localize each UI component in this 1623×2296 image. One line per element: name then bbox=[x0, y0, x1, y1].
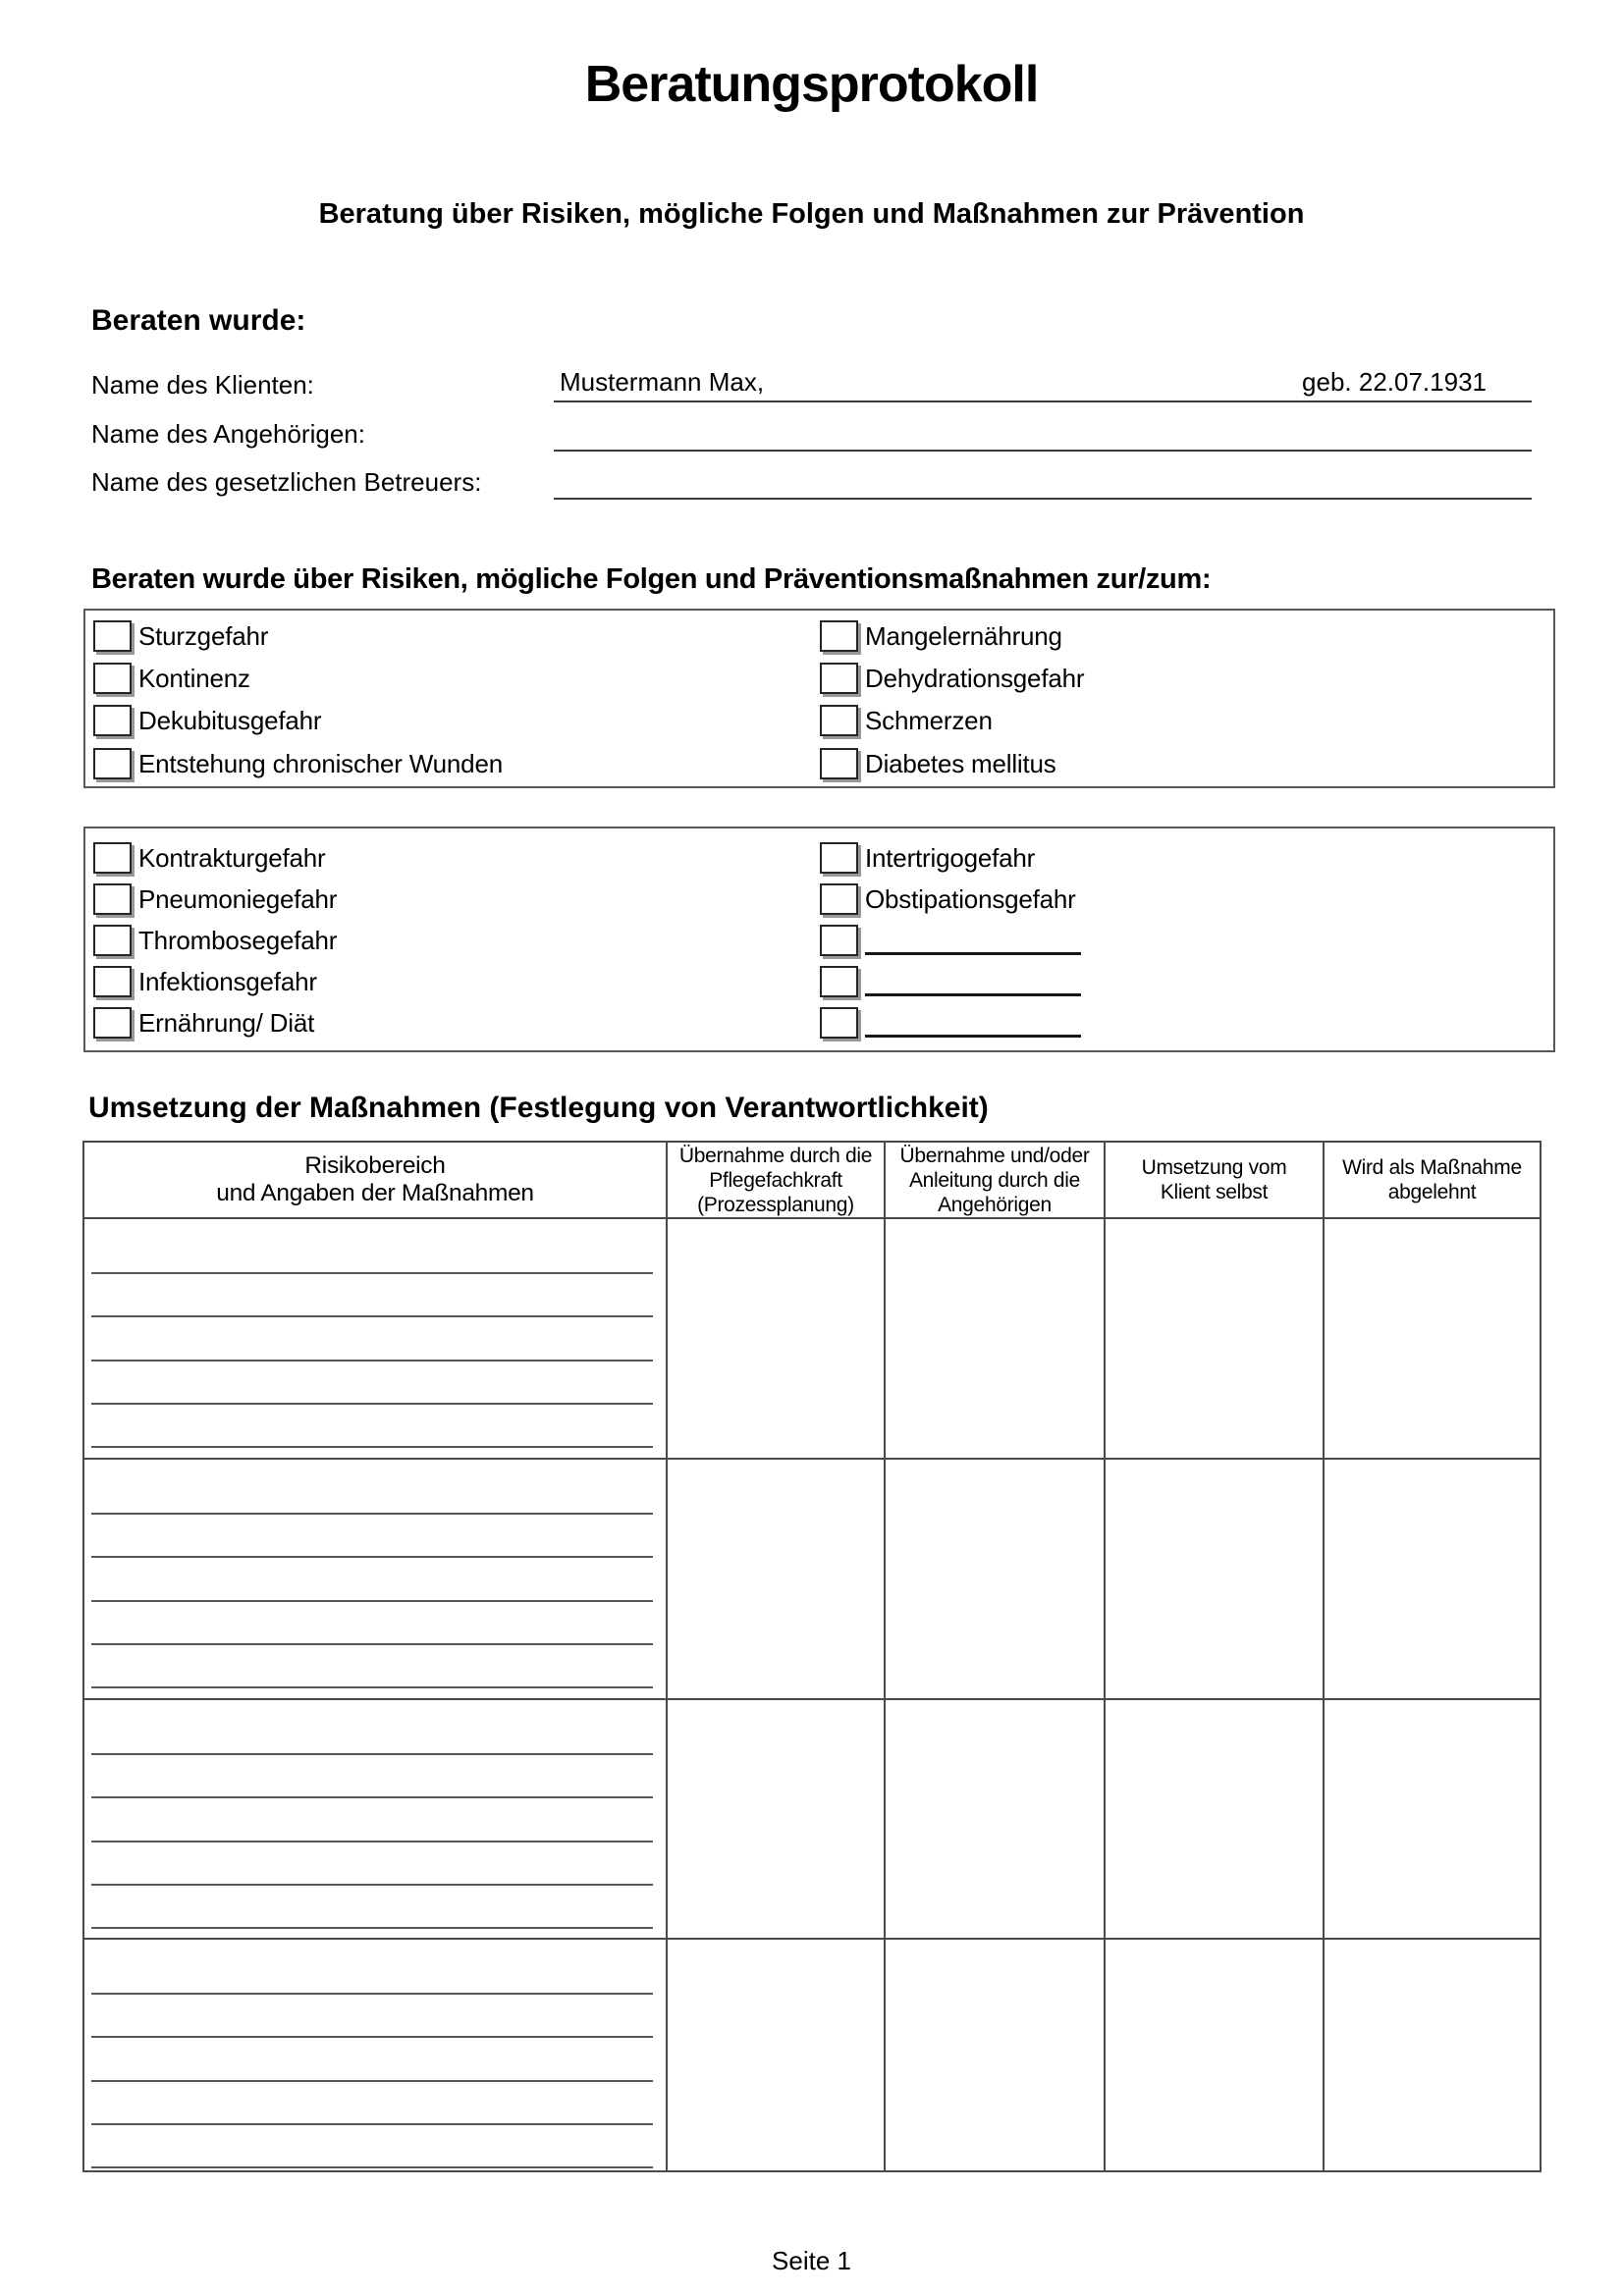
write-line[interactable] bbox=[91, 1993, 653, 1995]
angehoerige-cell-row1[interactable] bbox=[886, 1219, 1106, 1460]
custom-risk-write-line-1[interactable] bbox=[865, 952, 1081, 955]
risk-item: Pneumoniegefahr bbox=[93, 881, 337, 917]
risk-item: Kontinenz bbox=[93, 661, 250, 696]
write-line[interactable] bbox=[91, 1315, 653, 1317]
guardian-name-field[interactable] bbox=[554, 464, 1532, 500]
checkbox-diabetes-mellitus[interactable] bbox=[820, 748, 858, 779]
risk-group-box-2 bbox=[83, 827, 1555, 1052]
risk-group-box-1 bbox=[83, 609, 1555, 788]
risk-item-blank bbox=[820, 964, 1081, 999]
client-name-row bbox=[0, 367, 1623, 402]
section-heading-beraten-wurde: Beraten wurde: bbox=[91, 304, 306, 337]
custom-risk-write-line-3[interactable] bbox=[865, 1035, 1081, 1038]
angehoerige-cell-row2[interactable] bbox=[886, 1460, 1106, 1700]
risk-item: Sturzgefahr bbox=[93, 618, 268, 654]
column-header-pflegefachkraft: Übernahme durch die Pflegefachkraft (Prozessplanung) bbox=[668, 1143, 886, 1219]
risk-item: Entstehung chronischer Wunden bbox=[93, 746, 503, 781]
column-header-risikobereich: Risikobereich und Angaben der Maßnahmen bbox=[84, 1143, 668, 1219]
column-header-abgelehnt: Wird als Maßnahme abgelehnt bbox=[1325, 1143, 1540, 1219]
write-line[interactable] bbox=[91, 2080, 653, 2082]
risk-item: Diabetes mellitus bbox=[820, 746, 1056, 781]
write-line[interactable] bbox=[91, 1556, 653, 1558]
page-number: Seite 1 bbox=[772, 2246, 851, 2275]
risk-area-cell-row1 bbox=[84, 1219, 668, 1460]
page-subtitle: Beratung über Risiken, mögliche Folgen und Maßnahmen zur Prävention bbox=[318, 198, 1305, 230]
relative-name-label: Name des Angehörigen: bbox=[91, 419, 365, 449]
page-title: Beratungsprotokoll bbox=[584, 56, 1039, 113]
column-header-angehoerige: Übernahme und/oder Anleitung durch die Angehörigen bbox=[886, 1143, 1106, 1219]
abgelehnt-cell-row4[interactable] bbox=[1325, 1940, 1540, 2170]
write-line[interactable] bbox=[91, 1272, 653, 1274]
checkbox-intertrigogefahr[interactable] bbox=[820, 842, 858, 874]
relative-name-row bbox=[0, 416, 1623, 452]
checkbox-schmerzen[interactable] bbox=[820, 705, 858, 736]
risk-item: Dekubitusgefahr bbox=[93, 703, 321, 738]
checkbox-custom-risk-2[interactable] bbox=[820, 966, 858, 997]
write-line[interactable] bbox=[91, 1360, 653, 1362]
write-line[interactable] bbox=[91, 1643, 653, 1645]
client-name-value: Mustermann Max, bbox=[560, 367, 765, 397]
pflegefachkraft-cell-row1[interactable] bbox=[668, 1219, 886, 1460]
risk-item: Infektionsgefahr bbox=[93, 964, 317, 999]
write-line[interactable] bbox=[91, 1884, 653, 1886]
pflegefachkraft-cell-row4[interactable] bbox=[668, 1940, 886, 2170]
pflegefachkraft-cell-row2[interactable] bbox=[668, 1460, 886, 1700]
risk-item: Thrombosegefahr bbox=[93, 923, 337, 958]
write-line[interactable] bbox=[91, 1600, 653, 1602]
checkbox-chronische-wunden[interactable] bbox=[93, 748, 132, 779]
client-name-label: Name des Klienten: bbox=[91, 370, 314, 400]
risk-item: Dehydrationsgefahr bbox=[820, 661, 1084, 696]
klient-selbst-cell-row3[interactable] bbox=[1106, 1700, 1325, 1940]
checkbox-ernaehrung-diaet[interactable] bbox=[93, 1007, 132, 1039]
write-line[interactable] bbox=[91, 2036, 653, 2038]
section-heading-risks: Beraten wurde über Risiken, mögliche Folgen und Präventionsmaßnahmen zur/zum: bbox=[91, 563, 1212, 595]
checkbox-dekubitusgefahr[interactable] bbox=[93, 705, 132, 736]
guardian-name-row bbox=[0, 464, 1623, 500]
risk-area-cell-row3 bbox=[84, 1700, 668, 1940]
risk-item: Obstipationsgefahr bbox=[820, 881, 1076, 917]
risk-area-cell-row4 bbox=[84, 1940, 668, 2170]
checkbox-kontrakturgefahr[interactable] bbox=[93, 842, 132, 874]
client-name-field[interactable] bbox=[554, 367, 1532, 402]
write-line[interactable] bbox=[91, 2166, 653, 2168]
checkbox-kontinenz[interactable] bbox=[93, 663, 132, 694]
risk-area-cell-row2 bbox=[84, 1460, 668, 1700]
angehoerige-cell-row4[interactable] bbox=[886, 1940, 1106, 2170]
checkbox-pneumoniegefahr[interactable] bbox=[93, 883, 132, 915]
write-line[interactable] bbox=[91, 1927, 653, 1929]
checkbox-dehydrationsgefahr[interactable] bbox=[820, 663, 858, 694]
guardian-name-label: Name des gesetzlichen Betreuers: bbox=[91, 467, 482, 497]
write-line[interactable] bbox=[91, 1796, 653, 1798]
write-line[interactable] bbox=[91, 2123, 653, 2125]
relative-name-field[interactable] bbox=[554, 416, 1532, 452]
checkbox-obstipationsgefahr[interactable] bbox=[820, 883, 858, 915]
client-birthdate-value: geb. 22.07.1931 bbox=[1302, 367, 1487, 397]
abgelehnt-cell-row1[interactable] bbox=[1325, 1219, 1540, 1460]
risk-item: Kontrakturgefahr bbox=[93, 840, 325, 876]
risk-item-blank bbox=[820, 1005, 1081, 1041]
checkbox-custom-risk-1[interactable] bbox=[820, 925, 858, 956]
abgelehnt-cell-row3[interactable] bbox=[1325, 1700, 1540, 1940]
pflegefachkraft-cell-row3[interactable] bbox=[668, 1700, 886, 1940]
checkbox-sturzgefahr[interactable] bbox=[93, 620, 132, 652]
angehoerige-cell-row3[interactable] bbox=[886, 1700, 1106, 1940]
write-line[interactable] bbox=[91, 1403, 653, 1405]
measures-table bbox=[82, 1141, 1542, 2172]
checkbox-infektionsgefahr[interactable] bbox=[93, 966, 132, 997]
write-line[interactable] bbox=[91, 1753, 653, 1755]
checkbox-thrombosegefahr[interactable] bbox=[93, 925, 132, 956]
risk-item: Ernährung/ Diät bbox=[93, 1005, 314, 1041]
write-line[interactable] bbox=[91, 1446, 653, 1448]
abgelehnt-cell-row2[interactable] bbox=[1325, 1460, 1540, 1700]
column-header-klient-selbst: Umsetzung vom Klient selbst bbox=[1106, 1143, 1325, 1219]
checkbox-custom-risk-3[interactable] bbox=[820, 1007, 858, 1039]
risk-item: Intertrigogefahr bbox=[820, 840, 1035, 876]
section-heading-measures: Umsetzung der Maßnahmen (Festlegung von Verantwortlichkeit) bbox=[88, 1092, 989, 1124]
klient-selbst-cell-row4[interactable] bbox=[1106, 1940, 1325, 2170]
risk-item-blank bbox=[820, 923, 1081, 958]
write-line[interactable] bbox=[91, 1686, 653, 1688]
klient-selbst-cell-row2[interactable] bbox=[1106, 1460, 1325, 1700]
checkbox-mangelernaehrung[interactable] bbox=[820, 620, 858, 652]
risk-item: Schmerzen bbox=[820, 703, 993, 738]
write-line[interactable] bbox=[91, 1513, 653, 1515]
risk-item: Mangelernährung bbox=[820, 618, 1062, 654]
klient-selbst-cell-row1[interactable] bbox=[1106, 1219, 1325, 1460]
write-line[interactable] bbox=[91, 1841, 653, 1842]
custom-risk-write-line-2[interactable] bbox=[865, 993, 1081, 996]
